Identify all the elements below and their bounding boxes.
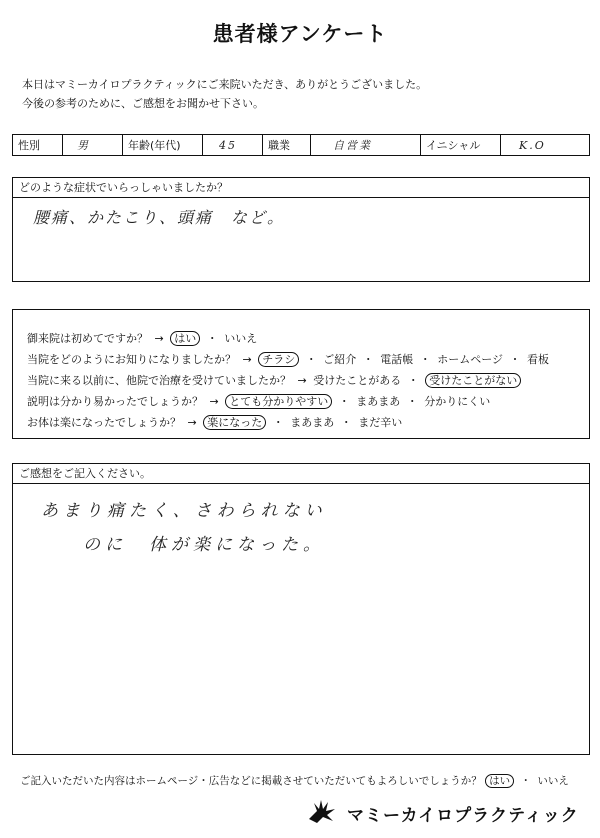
separator: ・	[407, 374, 419, 387]
arrow-icon: →	[187, 416, 197, 429]
survey-box	[12, 309, 590, 439]
option-not-received[interactable]: 受けたことがない	[425, 373, 521, 388]
question-text: 当院をどのようにお知りになりましたか？	[27, 353, 236, 366]
gender-label: 性別	[13, 135, 63, 155]
clinic-name: マミーカイロプラクティック	[347, 805, 579, 826]
impressions-question: ご感想をご記入ください。	[13, 464, 589, 484]
question-previous-treatment	[27, 372, 521, 388]
question-how-found	[27, 351, 549, 367]
separator: ・	[206, 332, 218, 345]
consent-text: ご記入いただいた内容はホームページ・広告などに掲載させていただいてもよろしいでしょうか？	[20, 775, 482, 787]
initial-field[interactable]: K.O	[519, 138, 546, 152]
symptoms-answer[interactable]: 腰痛、かたこり、頭痛 など。	[33, 208, 286, 227]
question-text: 当院に来る以前に、他院で治療を受けていましたか？	[27, 374, 291, 387]
option-so-so[interactable]: まあまあ	[290, 416, 335, 429]
separator: ・	[340, 416, 352, 429]
separator: ・	[406, 395, 418, 408]
clinic-logo	[305, 797, 579, 829]
question-text: 説明は分かり易かったでしょうか？	[27, 395, 203, 408]
impressions-line-2[interactable]: のに 体が楽になった。	[83, 535, 325, 555]
question-text: お体は楽になったでしょうか？	[27, 416, 181, 429]
job-label: 職業	[263, 135, 311, 155]
separator: ・	[272, 416, 284, 429]
consent-no[interactable]: いいえ	[537, 775, 569, 787]
arrow-icon: →	[209, 395, 219, 408]
gender-field[interactable]: 男	[63, 135, 123, 155]
option-very-clear[interactable]: とても分かりやすい	[225, 394, 332, 409]
separator: ・	[419, 353, 431, 366]
separator: ・	[338, 395, 350, 408]
arrow-icon: →	[297, 374, 307, 387]
separator: ・	[509, 353, 521, 366]
question-body-feeling	[27, 414, 402, 430]
question-explanation	[27, 393, 490, 409]
option-flyer[interactable]: チラシ	[258, 352, 299, 367]
age-label: 年齢(年代)	[123, 135, 203, 155]
option-homepage[interactable]: ホームページ	[437, 353, 503, 366]
option-signboard[interactable]: 看板	[527, 353, 549, 366]
hand-logo-icon	[305, 797, 341, 829]
page-title: 患者様アンケート	[212, 22, 388, 46]
option-yes[interactable]: はい	[170, 331, 200, 346]
option-so-so[interactable]: まあまあ	[356, 395, 401, 408]
impressions-line-1[interactable]: あまり痛たく、さわられない	[41, 501, 327, 521]
symptoms-question: どのような症状でいらっしゃいましたか？	[13, 178, 589, 198]
question-text: 御来院は初めてですか？	[27, 332, 148, 345]
question-first-visit	[27, 330, 257, 346]
option-relieved[interactable]: 楽になった	[203, 415, 266, 430]
age-field[interactable]: 45	[203, 135, 263, 155]
impressions-box	[12, 463, 590, 755]
arrow-icon: →	[154, 332, 164, 345]
option-phonebook[interactable]: 電話帳	[380, 353, 414, 366]
intro-line-1: 本日はマミーカイロプラクティックにご来院いただき、ありがとうございました。	[22, 78, 428, 91]
consent-yes[interactable]: はい	[485, 774, 514, 788]
patient-info-row	[12, 134, 590, 156]
separator: ・	[305, 353, 317, 366]
option-unclear[interactable]: 分かりにくい	[424, 395, 491, 408]
consent-question	[20, 773, 569, 788]
option-no[interactable]: いいえ	[224, 332, 258, 345]
option-referral[interactable]: ご紹介	[323, 353, 357, 366]
option-received[interactable]: 受けたことがある	[313, 374, 402, 387]
arrow-icon: →	[242, 353, 252, 366]
job-field[interactable]: 自営業	[311, 135, 421, 155]
separator: ・	[520, 775, 531, 787]
intro-line-2: 今後の参考のために、ご感想をお聞かせ下さい。	[22, 97, 264, 110]
option-still-painful[interactable]: まだ辛い	[358, 416, 403, 429]
initial-label: イニシャル	[421, 135, 501, 155]
symptoms-box	[12, 177, 590, 282]
separator: ・	[362, 353, 374, 366]
